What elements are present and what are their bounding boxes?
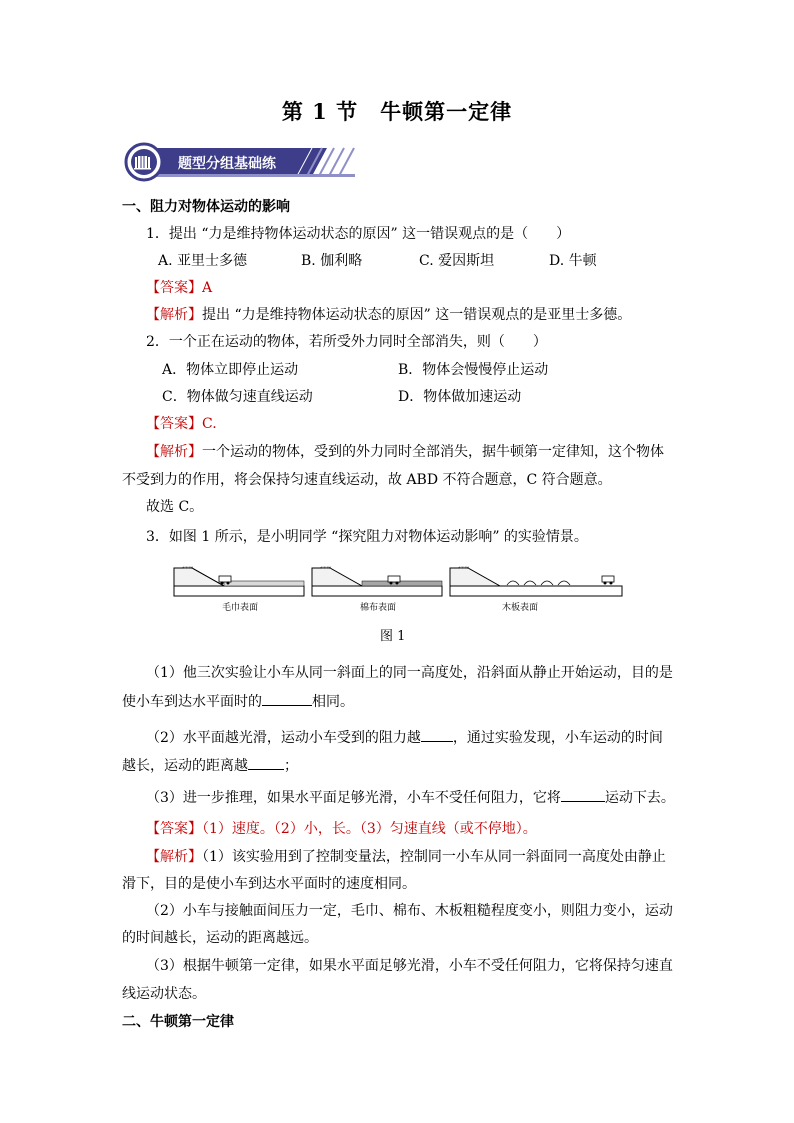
q2-option-a: A．物体立即停止运动 (162, 362, 299, 378)
q2-analysis-line2: 不受到力的作用，将会保持匀速直线运动，故 ABD 不符合题意，C 符合题意。 (122, 472, 612, 488)
q3-analysis2-line1: （2）小车与接触面间压力一定，毛巾、棉布、木板粗糙程度变小，则阻力变小，运动 (146, 903, 673, 919)
q3-part1-line2: 使小车到达水平面时的 相同。 (122, 694, 354, 710)
q2-option-c: C．物体做匀速直线运动 (162, 389, 313, 405)
banner-label: 题型分组基础练 (178, 156, 276, 172)
section-heading-2: 二、牛顿第一定律 (122, 1014, 234, 1030)
svg-text:⟿: ⟿ (458, 563, 470, 572)
page-title: 第 1 节 牛顿第一定律 (281, 99, 513, 124)
q1-answer: 【答案】A (146, 280, 213, 296)
q3-analysis1-line1: 【解析】（1）该实验用到了控制变量法，控制同一小车从同一斜面同一高度处由静止 (146, 849, 666, 865)
q3-analysis3-line2: 线运动状态。 (122, 986, 206, 1002)
q3-analysis3-line1: （3）根据牛顿第一定律，如果水平面足够光滑，小车不受任何阻力，它将保持匀速直 (146, 958, 673, 974)
blank-2[interactable] (421, 729, 453, 742)
q3-stem: 3．如图 1 所示，是小明同学 “探究阻力对物体运动影响” 的实验情景。 (146, 529, 588, 545)
section-heading-1: 一、阻力对物体运动的影响 (122, 199, 290, 215)
q2-option-d: D．物体做加速运动 (398, 389, 522, 405)
wood-surface-setup (450, 563, 622, 596)
svg-text:⟿: ⟿ (320, 563, 332, 572)
q1-option-d: D. 牛顿 (549, 253, 597, 269)
experiment-figure (172, 560, 624, 616)
figure-caption: 图 1 (380, 629, 406, 644)
q1-stem: 1．提出 “力是维持物体运动状态的原因” 这一错误观点的是（ ） (146, 226, 571, 242)
figure-label-cotton: 棉布表面 (360, 603, 397, 613)
q1-option-c: C. 爱因斯坦 (419, 253, 495, 269)
q2-stem: 2．一个正在运动的物体，若所受外力同时全部消失，则（ ） (146, 334, 547, 350)
q3-analysis1-line2: 滑下，目的是使小车到达水平面时的速度相同。 (122, 876, 416, 892)
q3-part2-line2: 越长，运动的距离越 ； (122, 758, 298, 774)
q1-option-b: B. 伽利略 (301, 253, 363, 269)
blank-1[interactable] (262, 693, 312, 706)
towel-surface-setup (174, 563, 304, 596)
cotton-surface-setup (312, 563, 442, 596)
blank-4[interactable] (561, 789, 605, 802)
q3-answer: 【答案】（1）速度。（2）小，长。（3）匀速直线（或不停地）。 (146, 821, 537, 837)
blank-3[interactable] (248, 757, 284, 770)
book-icon (134, 155, 154, 170)
q3-part2-line1: （2）水平面越光滑，运动小车受到的阻力越 ，通过实验发现，小车运动的时间 (146, 730, 663, 746)
figure-label-wood: 木板表面 (502, 603, 539, 613)
q3-part1-line1: （1）他三次实验让小车从同一斜面上的同一高度处，沿斜面从静止开始运动，目的是 (146, 665, 673, 681)
figure-label-towel: 毛巾表面 (222, 603, 259, 613)
q2-answer: 【答案】C. (146, 416, 217, 432)
svg-text:⟿: ⟿ (182, 563, 194, 572)
section-banner (122, 142, 362, 182)
q2-option-b: B．物体会慢慢停止运动 (398, 362, 549, 378)
q3-part3: （3）进一步推理，如果水平面足够光滑，小车不受任何阻力，它将 运动下去。 (146, 790, 675, 806)
q2-analysis-line1: 【解析】一个运动的物体，受到的外力同时全部消失，据牛顿第一定律知，这个物体 (146, 444, 664, 460)
q3-analysis2-line2: 的时间越长，运动的距离越远。 (122, 930, 318, 946)
q2-conclusion: 故选 C。 (146, 499, 204, 515)
q1-analysis: 【解析】提出 “力是维持物体运动状态的原因” 这一错误观点的是亚里士多德。 (146, 307, 632, 323)
q1-option-a: A. 亚里士多德 (158, 253, 248, 269)
